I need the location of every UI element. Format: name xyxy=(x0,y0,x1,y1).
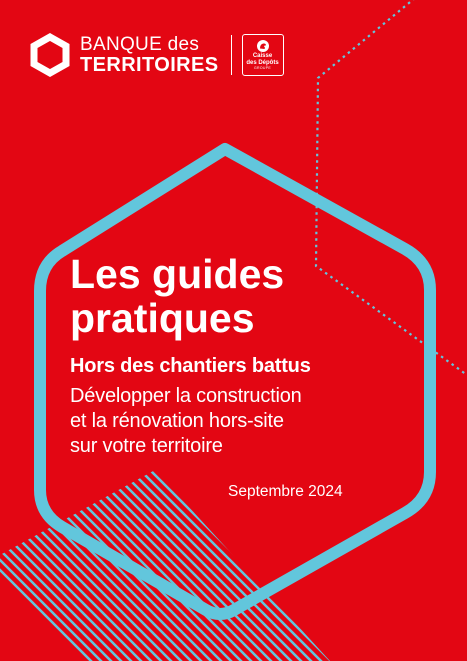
brand-logo-block xyxy=(30,32,284,78)
squirrel-icon xyxy=(256,39,270,53)
partner-group-label: GROUPE xyxy=(254,66,271,70)
partner-name-line1: Caisse xyxy=(252,53,273,59)
cover-title-line1: Les guides xyxy=(70,251,285,297)
partner-name-line2: des Dépôts xyxy=(246,59,279,66)
logo-divider xyxy=(231,35,232,75)
cover-description-line3: sur votre territoire xyxy=(70,435,223,457)
cover-description-line2: et la rénovation hors-site xyxy=(70,410,284,432)
cover-title-line2: pratiques xyxy=(70,295,255,341)
cover-title xyxy=(70,252,284,340)
cover-description-line1: Développer la construction xyxy=(70,385,302,407)
brand-name-line1: BANQUE des xyxy=(80,34,200,55)
hexagon-logo-icon xyxy=(30,33,70,77)
cover-subtitle: Hors des chantiers battus xyxy=(70,355,311,377)
dotted-hexagon-outline xyxy=(316,0,467,375)
publication-date: Septembre 2024 xyxy=(228,483,343,500)
caisse-des-depots-logo xyxy=(242,34,284,76)
hexagon-outline xyxy=(40,149,430,614)
brand-name xyxy=(80,35,219,75)
brand-name-line2: TERRITOIRES xyxy=(80,54,219,76)
cover-description xyxy=(70,384,302,459)
